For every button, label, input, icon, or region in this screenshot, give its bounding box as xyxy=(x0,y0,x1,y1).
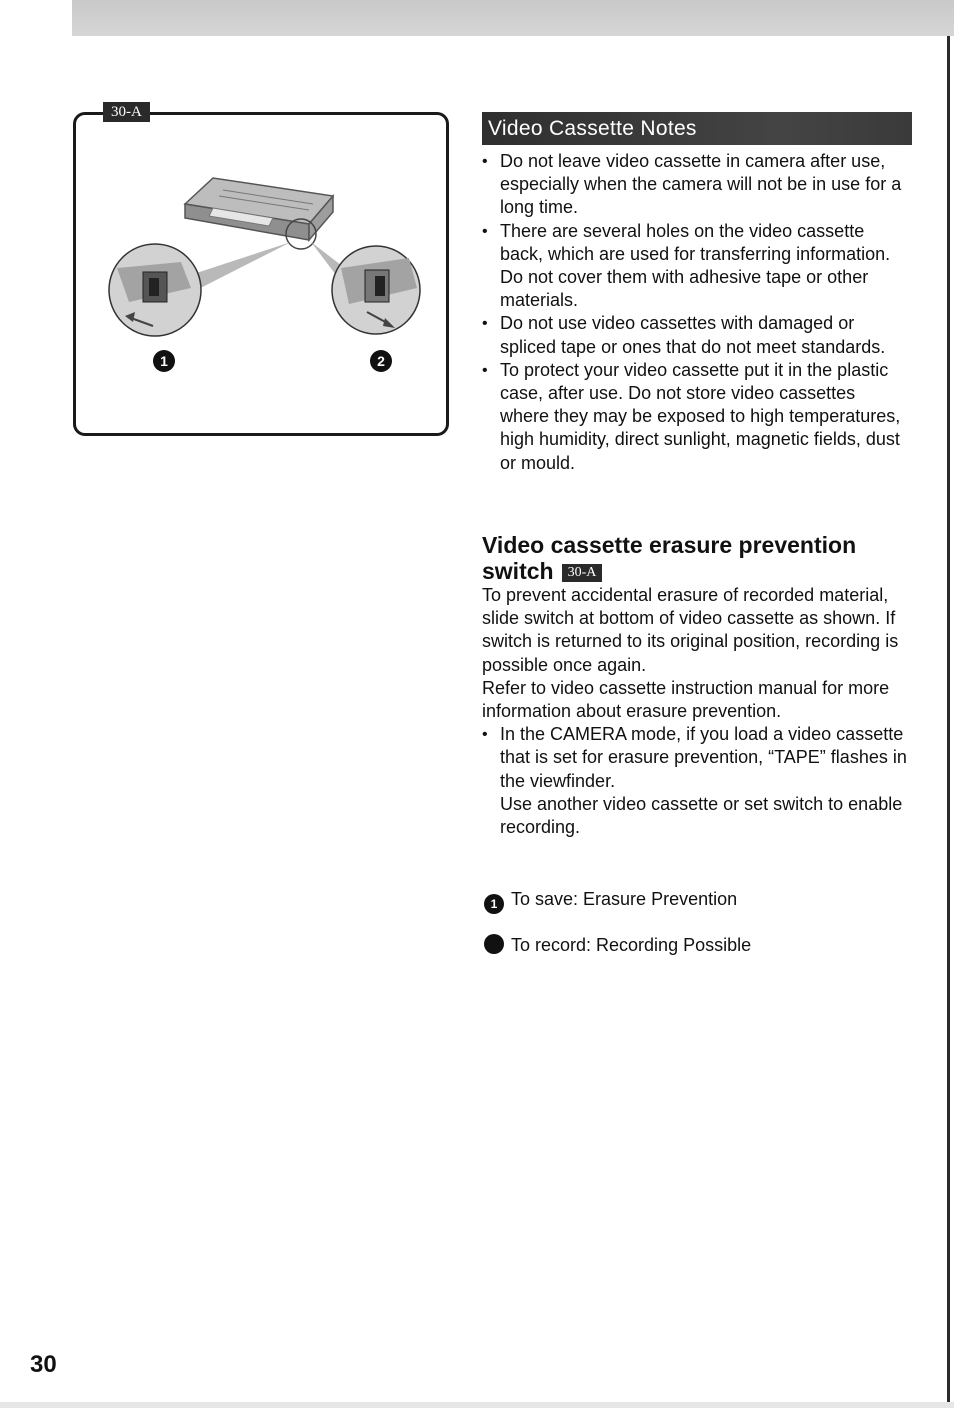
erasure-heading-text: Video cassette erasure prevention switch xyxy=(482,532,857,584)
list-item: • There are several holes on the video cassette back, which are used for transferring information. Do not cover them with adhesive tape or other materials. xyxy=(482,220,907,313)
legend-marker-2 xyxy=(484,934,504,954)
marker-1: 1 xyxy=(153,350,175,372)
list-item: • To protect your video cassette put it in the plastic case, after use. Do not store video cassettes where they may be exposed to high temperatures, high humidity, direct sunlight, magnetic fields, dust or mould. xyxy=(482,359,907,475)
erasure-heading xyxy=(482,532,912,584)
legend-row-save xyxy=(484,887,737,914)
inline-figure-tag: 30-A xyxy=(562,564,603,582)
figure-tag: 30-A xyxy=(103,102,150,122)
erasure-list xyxy=(482,723,907,839)
detail-circle-left-icon xyxy=(109,244,201,336)
cassette-icon xyxy=(185,178,333,240)
list-item xyxy=(482,723,907,839)
cassette-illustration xyxy=(73,112,449,436)
legend-row-record xyxy=(484,933,751,957)
legend-marker-1: 1 xyxy=(484,894,504,914)
erasure-bullet-text: In the CAMERA mode, if you load a video cassette that is set for erasure prevention, “TAPE” flashes in the viewfinder. xyxy=(500,724,907,791)
page-number: 30 xyxy=(30,1351,57,1378)
marker-2: 2 xyxy=(370,350,392,372)
page-bottom-edge xyxy=(0,1402,954,1408)
page-edge-line xyxy=(947,36,950,1408)
legend-text-save: To save: Erasure Prevention xyxy=(511,889,738,909)
list-item: • Do not leave video cassette in camera after use, especially when the camera will not be in use for a long time. xyxy=(482,150,907,220)
section-header-video-cassette-notes: Video Cassette Notes xyxy=(482,112,912,145)
notes-list xyxy=(482,150,907,475)
top-gray-band xyxy=(72,0,954,36)
erasure-bullet-continued: Use another video cassette or set switch to enable recording. xyxy=(500,793,903,838)
list-item: • Do not use video cassettes with damaged or spliced tape or ones that do not meet standards. xyxy=(482,312,907,358)
legend-text-record: To record: Recording Possible xyxy=(511,935,752,955)
erasure-paragraph-2: Refer to video cassette instruction manual for more information about erasure prevention. xyxy=(482,677,890,722)
erasure-body xyxy=(482,584,907,839)
detail-circle-right-icon xyxy=(332,246,420,334)
erasure-paragraph-1: To prevent accidental erasure of recorded material, slide switch at bottom of video cassette as shown. If switch is returned to its original position, recording is possible once again. xyxy=(482,585,899,675)
